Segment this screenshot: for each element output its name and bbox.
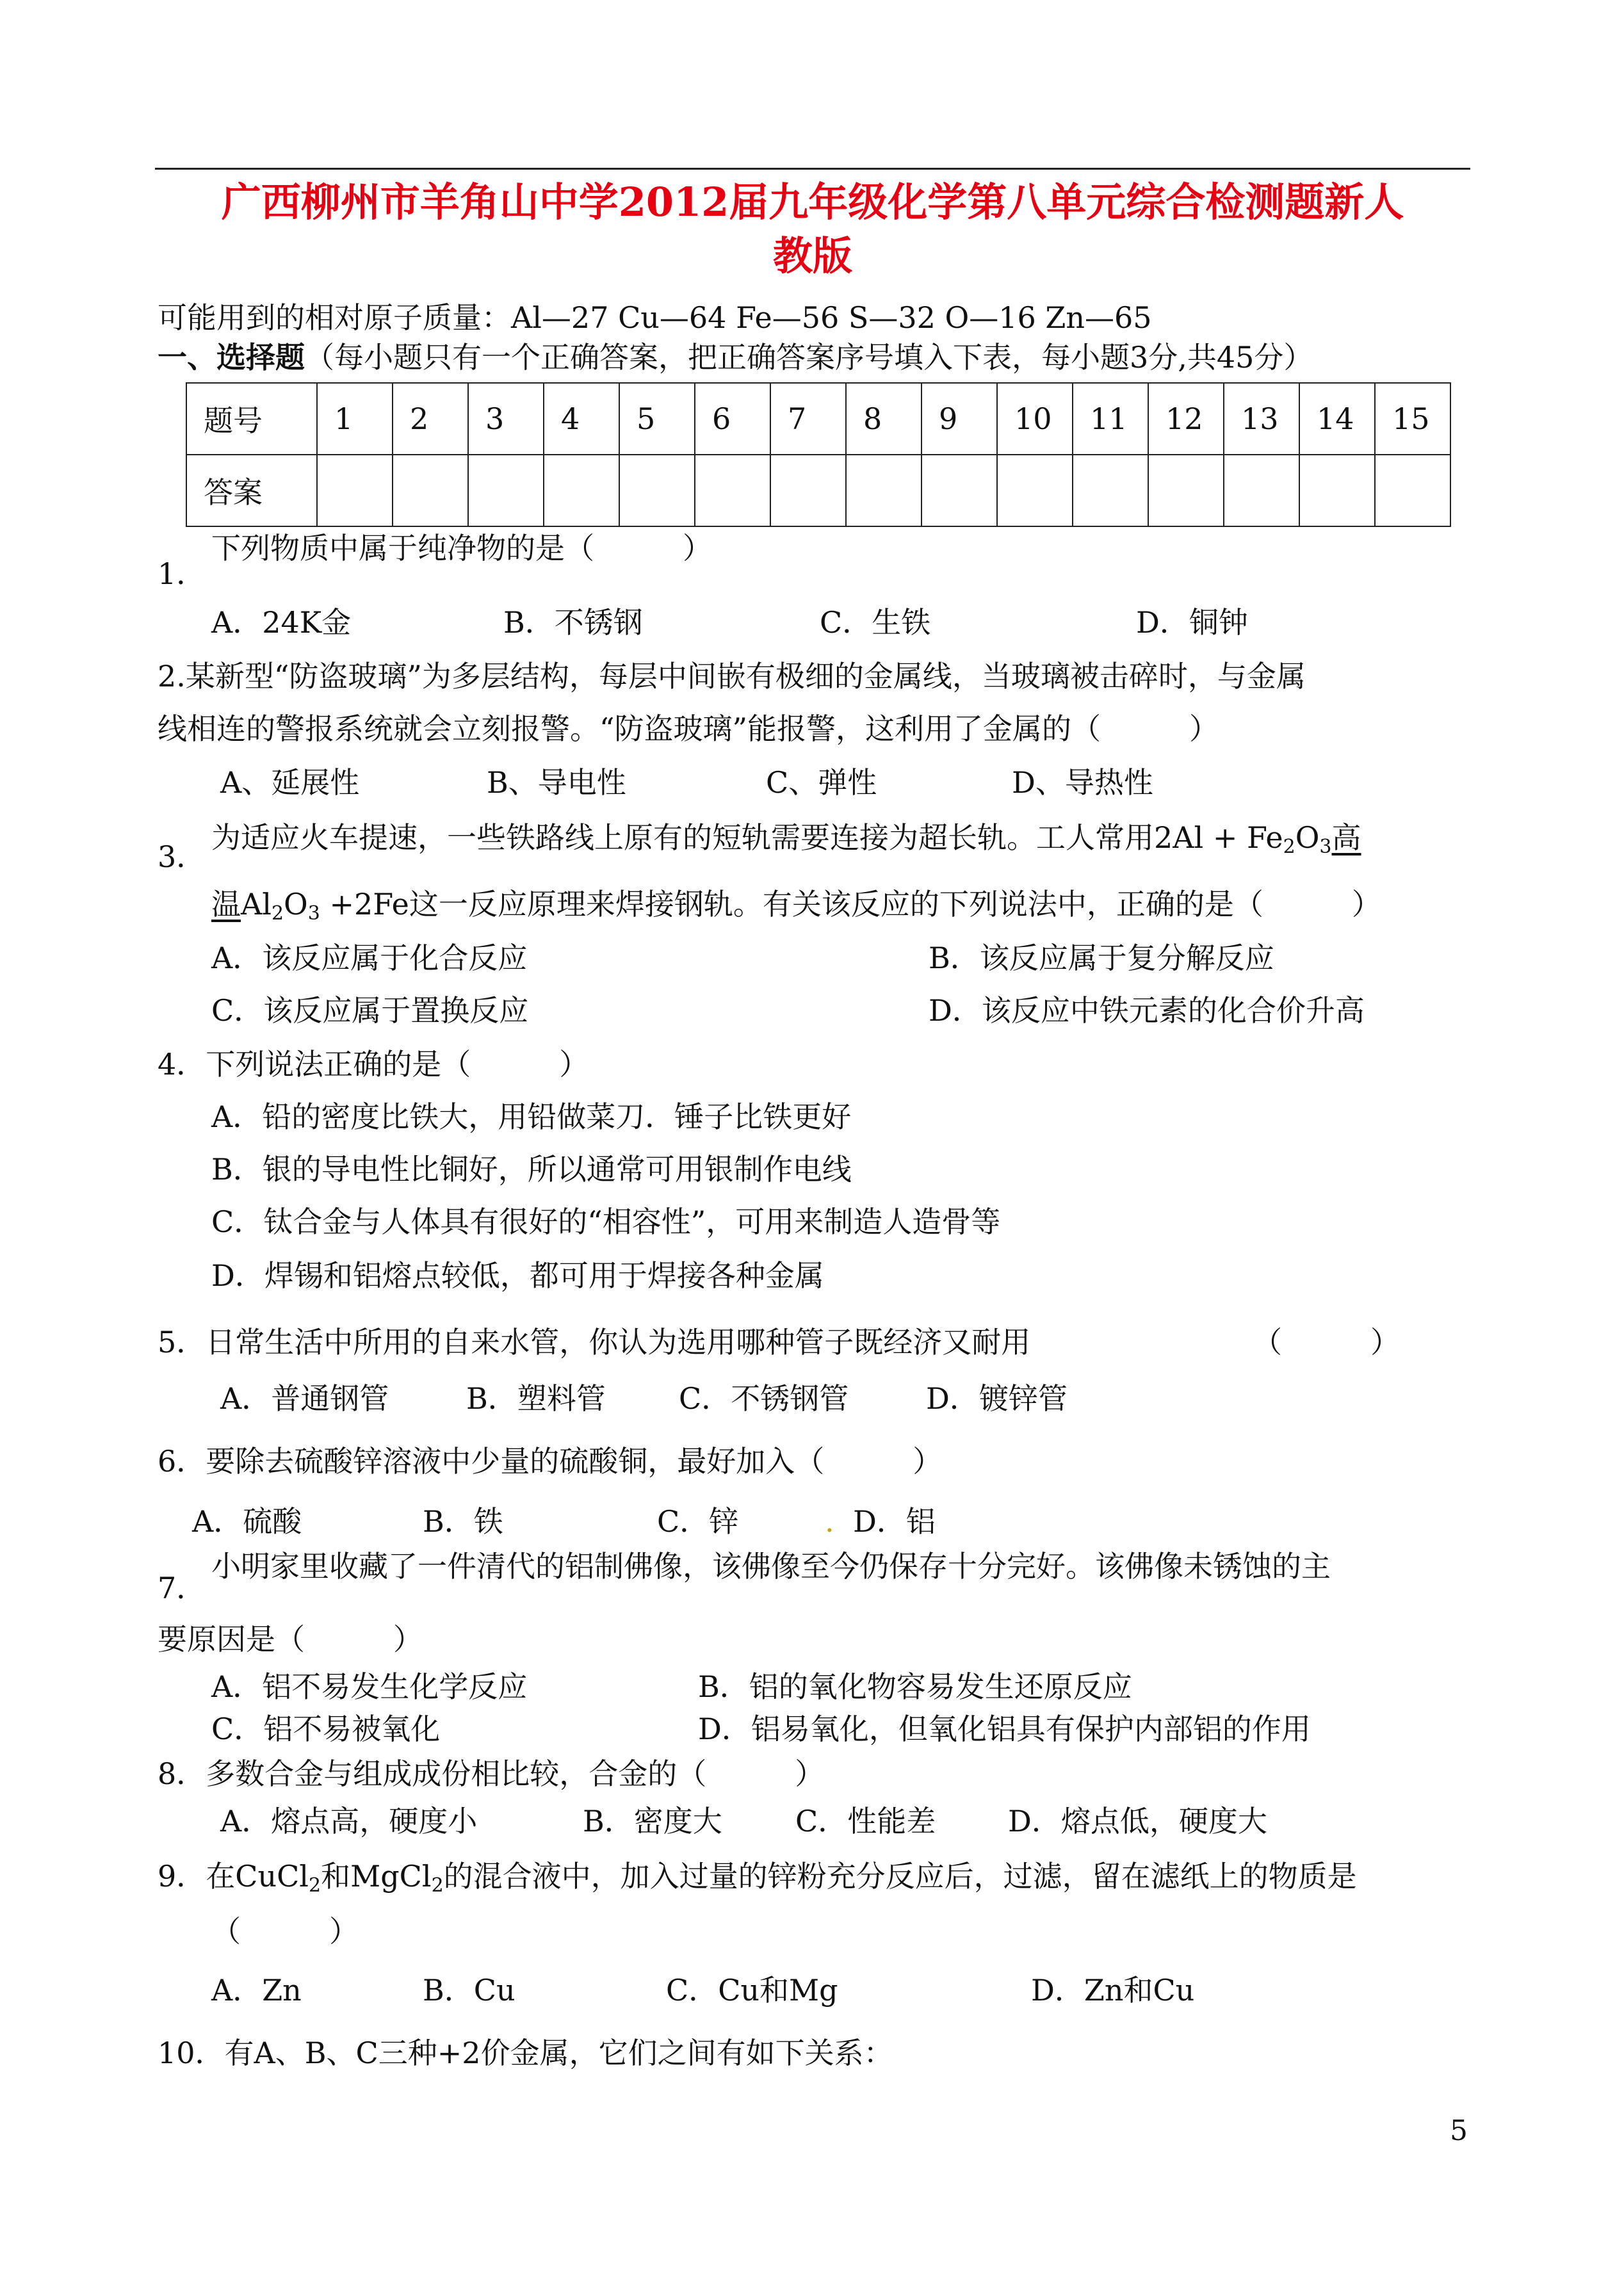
answer-cell[interactable] [695,455,770,526]
answer-table [186,382,1451,527]
table-header-answer: 答案 [186,455,317,526]
q6-option-b: B．铁 [423,1504,503,1539]
q9-stem: 9．在CuCl$_2$和MgCl$_2$的混合液中，加入过量的锌粉充分反应后，过滤，留在滤纸上的物质是 [158,1859,1357,1897]
header-rule [155,168,1470,170]
q7-option-d: D．铝易氧化，但氧化铝具有保护内部铝的作用 [698,1712,1311,1746]
table-cell-number: 3 [468,383,544,455]
table-cell-number: 2 [393,383,468,455]
answer-cell[interactable] [846,455,922,526]
q5-option-d: D．镀锌管 [926,1381,1068,1416]
table-cell-number: 6 [695,383,770,455]
q6-stray-dot: . [825,1504,834,1539]
answer-cell[interactable] [922,455,997,526]
answer-cell[interactable] [1224,455,1299,526]
q6-option-d: D．铝 [853,1504,936,1539]
q9-option-d: D．Zn和Cu [1031,1973,1195,2007]
q4-option-c: C．钛合金与人体具有很好的“相容性”，可用来制造人造骨等 [211,1204,1001,1239]
q1-option-a: A．24K金 [211,605,352,640]
answer-cell[interactable] [1148,455,1224,526]
table-cell-number: 13 [1224,383,1299,455]
section-title: 一、选择题 [158,340,305,375]
q7-option-a: A．铝不易发生化学反应 [211,1669,528,1704]
q1-stem: 下列物质中属于纯净物的是（ ） [211,531,712,565]
q2-option-c: C、弹性 [766,765,877,800]
q3-condition-temp: 温 [211,887,241,921]
answer-table-answer-row [186,455,1450,526]
q9-answer-blank: （ ） [211,1914,359,1949]
q7-option-c: C．铝不易被氧化 [211,1712,441,1746]
q5-stem: 5．日常生活中所用的自来水管，你认为选用哪种管子既经济又耐用 [158,1325,1031,1359]
q2-option-d: D、导热性 [1012,765,1153,800]
q3-option-d: D．该反应中铁元素的化合价升高 [929,993,1365,1028]
page-title-line-1: 广西柳州市羊角山中学2012届九年级化学第八单元综合检测题新人 [221,179,1404,225]
q3-condition-high: 高 [1331,820,1361,855]
q3-option-c: C．该反应属于置换反应 [211,993,529,1028]
q7-option-b: B．铝的氧化物容易发生还原反应 [698,1669,1132,1704]
q9-option-a: A．Zn [211,1973,302,2007]
q2-option-a: A、延展性 [220,765,360,800]
q4-option-a: A．铅的密度比铁大，用铅做菜刀．锤子比铁更好 [211,1099,852,1134]
q9-option-b: B．Cu [423,1973,516,2007]
answer-table-number-row [186,383,1450,455]
answer-cell[interactable] [619,455,695,526]
q5-option-a: A．普通钢管 [220,1381,389,1416]
table-header-number: 题号 [186,383,317,455]
atomic-masses: 可能用到的相对原子质量：Al—27 Cu—64 Fe—56 S—32 O—16 Zn—65 [158,300,1152,335]
answer-cell[interactable] [1299,455,1375,526]
table-cell-number: 7 [770,383,846,455]
answer-cell[interactable] [770,455,846,526]
q7-number: 7． [158,1571,206,1605]
table-cell-number: 5 [619,383,695,455]
q10-stem: 10．有A、B、C三种+2价金属，它们之间有如下关系： [158,2036,893,2070]
q8-option-a: A．熔点高，硬度小 [220,1804,478,1838]
q4-option-b: B．银的导电性比铜好，所以通常可用银制作电线 [211,1152,852,1187]
q1-option-c: C．生铁 [820,605,931,640]
section-heading [158,338,1313,377]
q6-option-a: A．硫酸 [192,1504,302,1539]
q7-line-1: 小明家里收藏了一件清代的铝制佛像，该佛像至今仍保存十分完好。该佛像未锈蚀的主 [211,1549,1331,1584]
page-number: 5 [1450,2114,1468,2147]
q1-option-d: D．铜钟 [1136,605,1248,640]
q5-option-c: C．不锈钢管 [679,1381,849,1416]
q9-option-c: C．Cu和Mg [666,1973,838,2007]
q6-stem: 6．要除去硫酸锌溶液中少量的硫酸铜，最好加入（ ） [158,1444,943,1479]
answer-cell[interactable] [468,455,544,526]
q1-option-b: B．不锈钢 [503,605,643,640]
answer-cell[interactable] [1375,455,1450,526]
table-cell-number: 10 [997,383,1073,455]
q2-option-b: B、导电性 [487,765,626,800]
page-title-line-2: 教版 [772,232,852,279]
q4-option-d: D．焊锡和铝熔点较低，都可用于焊接各种金属 [211,1258,824,1293]
q2-line-1: 2.某新型“防盗玻璃”为多层结构，每层中间嵌有极细的金属线，当玻璃被击碎时，与金属 [158,659,1306,693]
q1-number: 1． [158,556,206,591]
table-cell-number: 15 [1375,383,1450,455]
table-cell-number: 9 [922,383,997,455]
table-cell-number: 11 [1073,383,1148,455]
answer-cell[interactable] [1073,455,1148,526]
q3-number: 3． [158,839,206,874]
q3-line-2: 温$Al_2O_3 +2Fe$这一反应原理来焊接钢轨。有关该反应的下列说法中，正确的是（ ） [211,887,1381,925]
q7-line-2: 要原因是（ ） [158,1622,423,1657]
q3-option-b: B．该反应属于复分解反应 [929,941,1274,975]
answer-cell[interactable] [544,455,619,526]
answer-cell[interactable] [317,455,393,526]
table-cell-number: 1 [317,383,393,455]
table-cell-number: 14 [1299,383,1375,455]
q5-answer-blank: （ ） [1253,1325,1400,1359]
q8-option-c: C．性能差 [795,1804,936,1838]
q8-stem: 8．多数合金与组成成份相比较，合金的（ ） [158,1756,825,1791]
table-cell-number: 4 [544,383,619,455]
table-cell-number: 8 [846,383,922,455]
q4-stem: 4．下列说法正确的是（ ） [158,1047,589,1082]
q2-line-2: 线相连的警报系统就会立刻报警。“防盗玻璃”能报警，这利用了金属的（ ） [158,711,1219,746]
section-note: （每小题只有一个正确答案，把正确答案序号填入下表，每小题3分,共45分） [305,340,1313,375]
q5-option-b: B．塑料管 [466,1381,606,1416]
answer-cell[interactable] [393,455,468,526]
q3-option-a: A．该反应属于化合反应 [211,941,528,975]
answer-cell[interactable] [997,455,1073,526]
q8-option-b: B．密度大 [583,1804,722,1838]
q3-line-1: 为适应火车提速，一些铁路线上原有的短轨需要连接为超长轨。工人常用$2Al + Fe_2O_3$高 [211,820,1361,858]
q6-option-c: C．锌 [657,1504,739,1539]
table-cell-number: 12 [1148,383,1224,455]
q8-option-d: D．熔点低，硬度大 [1008,1804,1267,1838]
